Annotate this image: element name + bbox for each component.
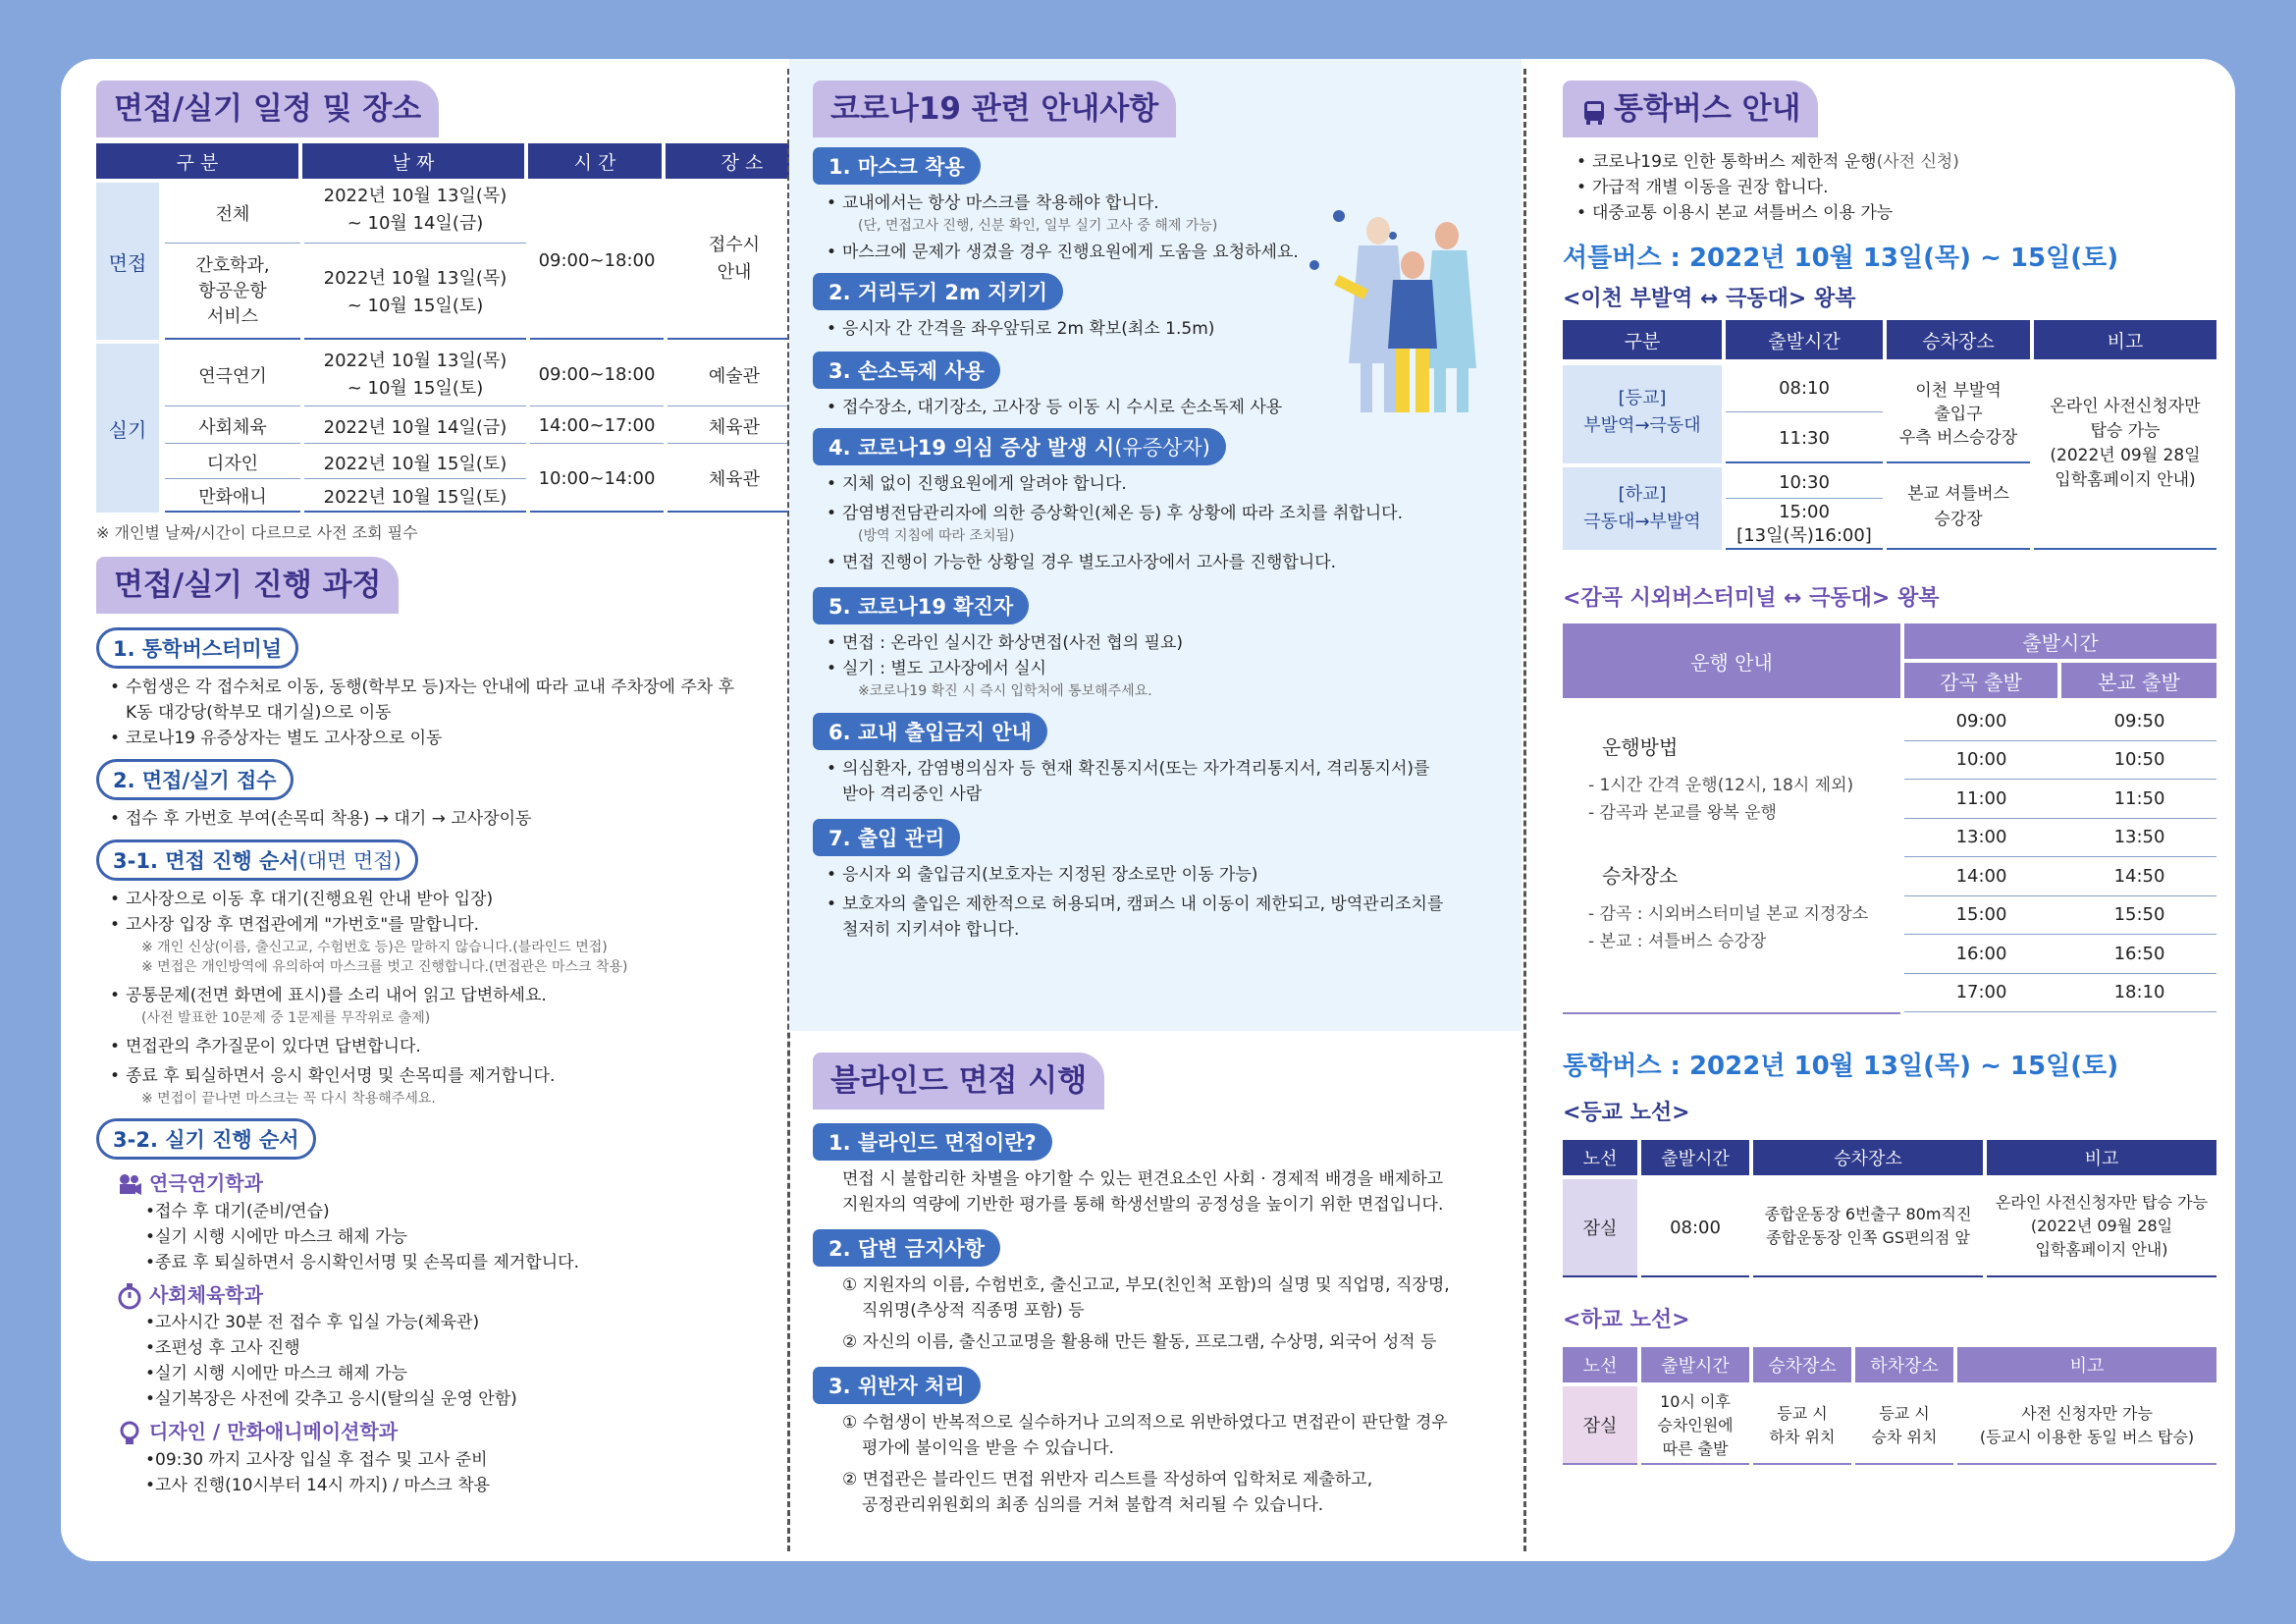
info-place: 승차장소 — [1602, 864, 1679, 888]
row-theatre-time: 09:00~18:00 — [530, 344, 664, 406]
time-row — [1904, 741, 2216, 781]
route-alight: 등교 시 승차 위치 — [1855, 1386, 1953, 1465]
gamgok-departure: 14:00 — [1904, 857, 2062, 895]
column-schedule — [96, 81, 819, 1561]
note: ※코로나19 확진 시 즉시 입학처에 통보해주세요. — [858, 683, 1152, 699]
bullet: • 코로나19 유증상자는 별도 고사장으로 이동 — [96, 726, 819, 751]
info-text: - 1시간 간격 운행(12시, 18시 제외) — [1588, 776, 1854, 795]
gamgok-times — [1904, 702, 2216, 1012]
th-date: 날 짜 — [300, 143, 526, 179]
dept-sports: 사회체육학과 — [149, 1282, 263, 1307]
time-row — [1904, 974, 2216, 1013]
shuttle-heading: 셔틀버스 : 2022년 10월 13일(목) ~ 15일(토) — [1563, 244, 2119, 273]
row-nursing: 간호학과, 항공운항 서비스 — [165, 245, 300, 340]
column-blind — [789, 1031, 1522, 1561]
covid-confirmed: 5. 코로나19 확진자 — [813, 587, 1029, 624]
bullet: • 실기 : 별도 고사장에서 실시 — [813, 656, 1522, 681]
th-place: 장 소 — [664, 143, 819, 179]
th-place: 승차장소 — [1887, 320, 2030, 359]
gamgok-departure: 10:00 — [1904, 741, 2062, 780]
time-row — [1904, 935, 2216, 974]
back-time-1: 10:30 — [1726, 467, 1883, 499]
gamgok-table — [1563, 623, 2211, 1016]
group-practical: 실기 — [96, 344, 159, 513]
row-all: 전체 — [165, 183, 300, 244]
campus-departure: 15:50 — [2113, 904, 2165, 926]
gamgok-departure: 16:00 — [1904, 935, 2062, 973]
bullet: • 면접관의 추가질문이 있다면 답변합니다. — [96, 1034, 819, 1059]
brochure-card — [61, 59, 2235, 1561]
column-bus — [1563, 81, 2211, 1561]
campus-departure: 18:10 — [2113, 982, 2165, 1003]
back-place: 본교 셔틀버스 승강장 — [1887, 467, 2030, 550]
blind-forbidden: 2. 답변 금지사항 — [813, 1229, 1000, 1267]
bullet-cont: 받아 격리중인 사람 — [842, 785, 983, 804]
th-campus: 본교 출발 — [2061, 663, 2216, 698]
bullet: •실기 시행 시에만 마스크 해제 가능 — [145, 1226, 407, 1247]
schedule-table — [96, 143, 819, 179]
bullet: • 공통문제(전면 화면에 표시)를 소리 내어 읽고 답변하세요. — [96, 983, 819, 1008]
go-route-table — [1563, 1140, 2211, 1277]
row-sports: 사회체육 — [165, 408, 300, 444]
route-gamgok: <감곡 시외버스터미널 ↔ 극동대> 왕복 — [1563, 586, 1940, 611]
campus-departure: 10:50 — [2113, 749, 2165, 771]
row-sports-date: 2022년 10월 14일(금) — [304, 408, 526, 444]
bullet: • 고사장 입장 후 면접관에게 "가번호"를 말합니다. — [96, 912, 819, 938]
row-design: 디자인 — [165, 446, 300, 479]
bullet: • 교내에서는 항상 마스크를 착용해야 합니다. — [813, 190, 1522, 216]
schoolbus-heading: 통학버스 : 2022년 10월 13일(목) ~ 15일(토) — [1563, 1052, 2119, 1081]
route-back: <하교 노선> — [1563, 1308, 1690, 1332]
bullet: •09:30 까지 고사장 입실 후 접수 및 고사 준비 — [145, 1449, 488, 1470]
info-text: - 감곡 : 시외버스터미널 본교 지정장소 — [1588, 904, 1869, 924]
th-gamgok: 감곡 출발 — [1904, 663, 2057, 698]
th-remark: 비고 — [2034, 320, 2216, 359]
bullet: • 종료 후 퇴실하면서 응시 확인서명 및 손목띠를 제거합니다. — [96, 1063, 819, 1089]
text: 면접 시 불합리한 차별을 야기할 수 있는 편견요소인 사회 · 경제적 배경을 배제하고 — [842, 1169, 1444, 1189]
bullet: • 응시자 외 출입금지(보호자는 지정된 장소로만 이동 가능) — [813, 862, 1522, 888]
info-text: - 감곡과 본교를 왕복 운행 — [1588, 803, 1777, 823]
covid-symptoms: 4. 코로나19 의심 증상 발생 시(유증상자) — [813, 428, 1226, 465]
route-time: 10시 이후 승차인원에 따른 출발 — [1641, 1386, 1749, 1465]
row-all-date: 2022년 10월 13일(목) ~ 10월 14일(금) — [304, 183, 526, 244]
row-sports-place: 체육관 — [667, 408, 801, 444]
th-time: 시 간 — [526, 143, 664, 179]
row-theatre: 연극연기 — [165, 344, 300, 406]
bus-icon — [1580, 97, 1608, 125]
blind-violation: 3. 위반자 처리 — [813, 1367, 981, 1404]
note: ※ 면접이 끝나면 마스크는 꼭 다시 착용해주세요. — [141, 1091, 436, 1107]
time-row — [1904, 780, 2216, 819]
th-time: 출발시간 — [1641, 1347, 1749, 1382]
shuttle-table — [1563, 320, 2211, 550]
campus-departure: 14:50 — [2113, 865, 2165, 887]
process-title: 면접/실기 진행 과정 — [96, 557, 399, 614]
stopwatch-icon — [116, 1282, 143, 1310]
bullet: •고사시간 30분 전 접수 후 입실 가능(체육관) — [145, 1313, 480, 1332]
bullet: • 의심환자, 감염병의심자 등 현재 확진통지서(또는 자가격리통지서, 격리통지서)를 — [813, 756, 1522, 782]
bullet: • 수험생은 각 접수처로 이동, 동행(학부모 등)자는 안내에 따라 교내 주차장에 주차 후 — [96, 675, 819, 700]
text: 지원자의 역량에 기반한 평가를 통해 학생선발의 공정성을 높이기 위한 면접입니다. — [842, 1195, 1444, 1215]
dept-theatre: 연극연기학과 — [149, 1171, 263, 1195]
time-row — [1904, 702, 2216, 741]
go-time-1: 08:10 — [1726, 365, 1883, 412]
covid-distance: 2. 거리두기 2m 지키기 — [813, 273, 1063, 310]
route-remark: 온라인 사전신청자만 탑승 가능 (2022년 09월 28일 입학홈페이지 안내) — [1987, 1179, 2216, 1277]
row-theatre-place: 예술관 — [667, 344, 801, 406]
row-design-time: 10:00~14:00 — [530, 446, 664, 513]
bullet: • 고사장으로 이동 후 대기(진행요원 안내 받아 입장) — [96, 887, 819, 912]
gamgok-departure: 17:00 — [1904, 974, 2062, 1012]
bullet: •접수 후 대기(준비/연습) — [145, 1201, 330, 1221]
note: ※ 면접은 개인방역에 유의하여 마스크를 벗고 진행합니다.(면접관은 마스크 착용) — [141, 959, 628, 975]
note: (단, 면접고사 진행, 신분 확인, 일부 실기 고사 중 해제 가능) — [858, 218, 1218, 234]
gamgok-departure: 09:00 — [1904, 702, 2062, 740]
route-remark: 사전 신청자만 가능 (등교시 이용한 동일 버스 탑승) — [1957, 1386, 2216, 1465]
gamgok-departure: 11:00 — [1904, 780, 2062, 818]
blind-title: 블라인드 면접 시행 — [813, 1053, 1104, 1110]
time-row — [1904, 819, 2216, 858]
route-name: 잠실 — [1563, 1179, 1637, 1277]
row-sports-time: 14:00~17:00 — [530, 408, 664, 444]
bullet: • 코로나19로 인한 통학버스 제한적 운행(사전 신청) — [1563, 149, 2211, 175]
campus-departure: 13:50 — [2113, 827, 2165, 848]
info-text: - 본교 : 셔틀버스 승강장 — [1588, 932, 1767, 951]
covid-mask: 1. 마스크 착용 — [813, 147, 981, 185]
back-time-2: 15:00 [13일(목)16:00] — [1726, 501, 1883, 550]
row-nursing-date: 2022년 10월 13일(목) ~ 10월 15일(토) — [304, 245, 526, 340]
row-design-date: 2022년 10월 15일(토) — [304, 446, 526, 479]
th-route: 노선 — [1563, 1140, 1637, 1175]
bullet: • 응시자 간 간격을 좌우앞뒤로 2m 확보(최소 1.5m) — [813, 316, 1522, 342]
note: (방역 지침에 따라 조치됨) — [858, 528, 1015, 544]
covid-access-control: 7. 출입 관리 — [813, 819, 960, 856]
film-camera-icon — [116, 1171, 143, 1199]
gamgok-info — [1563, 702, 1900, 1014]
bus-title: 통학버스 안내 — [1563, 81, 1818, 137]
th-departure: 출발시간 — [1904, 623, 2216, 659]
route-name: 잠실 — [1563, 1386, 1637, 1465]
shuttle-remark: 온라인 사전신청자만 탑승 가능 (2022년 09월 28일 입학홈페이지 안내) — [2034, 365, 2216, 550]
text: 직위명(추상적 직종명 포함) 등 — [862, 1301, 1085, 1321]
gamgok-departure: 15:00 — [1904, 896, 2062, 935]
route-time: 08:00 — [1641, 1179, 1749, 1277]
bullet: •고사 진행(10시부터 14시 까지) / 마스크 착용 — [145, 1475, 491, 1495]
row-animation: 만화애니 — [165, 481, 300, 513]
route-go: <등교 노선> — [1563, 1101, 1690, 1125]
divider — [1523, 69, 1526, 1551]
route-bubal: <이천 부발역 ↔ 극동대> 왕복 — [1563, 287, 1856, 311]
row-design-place: 체육관 — [667, 446, 801, 513]
text: ② 자신의 이름, 출신고교명을 활용해 만든 활동, 프로그램, 수상명, 외국어 성적 등 — [842, 1332, 1437, 1352]
bullet: • 마스크에 문제가 생겼을 경우 진행요원에게 도움을 요청하세요. — [813, 240, 1522, 265]
route-place: 종합운동장 6번출구 80m직진 종합운동장 인쪽 GS편의점 앞 — [1753, 1179, 1983, 1277]
bullet: •조편성 후 고사 진행 — [145, 1338, 300, 1358]
text: 공정관리위원회의 최종 심의를 거쳐 불합격 처리될 수 있습니다. — [862, 1495, 1324, 1515]
bullet: • 접수장소, 대기장소, 고사장 등 이동 시 수시로 손소독제 사용 — [813, 395, 1522, 420]
bullet: • 대중교통 이용시 본교 셔틀버스 이용 가능 — [1563, 200, 2211, 226]
go-time-2: 11:30 — [1726, 414, 1883, 463]
th-route: 노선 — [1563, 1347, 1637, 1382]
route-board: 등교 시 하차 위치 — [1753, 1386, 1851, 1465]
note: (사전 발표한 10문제 중 1문제를 무작위로 출제) — [141, 1010, 431, 1026]
bullet: • 접수 후 가번호 부여(손목띠 착용) → 대기 → 고사장이동 — [96, 806, 819, 832]
back-route-table — [1563, 1347, 2211, 1465]
text: ① 지원자의 이름, 수험번호, 출신고교, 부모(친인척 포함)의 실명 및 직업명, 직장명, — [842, 1275, 1450, 1295]
time-row — [1904, 857, 2216, 896]
interview-place: 접수시 안내 — [667, 183, 801, 340]
bullet: • 가급적 개별 이동을 권장 합니다. — [1563, 175, 2211, 200]
covid-sanitizer: 3. 손소독제 사용 — [813, 352, 1000, 389]
step-practical-order: 3-2. 실기 진행 순서 — [96, 1118, 316, 1160]
bullet-cont: 철저히 지키셔야 합니다. — [842, 920, 1020, 940]
bullet: •실기복장은 사전에 갖추고 응시(탈의실 운영 안함) — [145, 1389, 517, 1409]
text: ② 면접관은 블라인드 면접 위반자 리스트를 작성하여 입학처로 제출하고, — [842, 1470, 1373, 1489]
lightbulb-icon — [116, 1420, 143, 1447]
covid-title: 코로나19 관련 안내사항 — [813, 81, 1176, 137]
th-remark: 비고 — [1957, 1347, 2216, 1382]
th-board: 승차장소 — [1753, 1347, 1851, 1382]
step-reception: 2. 면접/실기 접수 — [96, 759, 294, 800]
bullet: • 보호자의 출입은 제한적으로 허용되며, 캠퍼스 내 이동이 제한되고, 방역관리조치를 — [813, 892, 1522, 917]
bullet: • 면접 진행이 가능한 상황일 경우 별도고사장에서 고사를 진행합니다. — [813, 550, 1522, 575]
go-school: [등교] 부발역→극동대 — [1563, 365, 1722, 463]
covid-access-ban: 6. 교내 출입금지 안내 — [813, 713, 1047, 750]
interview-time: 09:00~18:00 — [530, 183, 664, 340]
campus-departure: 09:50 — [2113, 710, 2165, 731]
text: ① 수험생이 반복적으로 실수하거나 고의적으로 위반하였다고 면접관이 판단할 경우 — [842, 1413, 1448, 1433]
bullet: • 면접 : 온라인 실시간 화상면접(사전 협의 필요) — [813, 630, 1522, 656]
bullet: •종료 후 퇴실하면서 응시확인서명 및 손목띠를 제거합니다. — [145, 1252, 579, 1272]
bullet: • 지체 없이 진행요원에게 알려야 합니다. — [813, 471, 1522, 497]
th-category: 구분 — [1563, 320, 1722, 359]
leave-school: [하교] 극동대→부발역 — [1563, 467, 1722, 550]
schedule-body — [96, 179, 819, 513]
time-row — [1904, 896, 2216, 936]
campus-departure: 16:50 — [2113, 943, 2165, 964]
row-theatre-date: 2022년 10월 13일(목) ~ 10월 15일(토) — [304, 344, 526, 406]
th-alight: 하차장소 — [1855, 1347, 1953, 1382]
gamgok-departure: 13:00 — [1904, 819, 2062, 857]
column-covid — [789, 59, 1522, 1031]
bullet: •실기 시행 시에만 마스크 해제 가능 — [145, 1364, 407, 1383]
th-remark: 비고 — [1987, 1140, 2216, 1175]
schedule-title: 면접/실기 일정 및 장소 — [96, 81, 439, 137]
row-animation-date: 2022년 10월 15일(토) — [304, 481, 526, 513]
step-interview-order: 3-1. 면접 진행 순서(대면 면접) — [96, 839, 418, 881]
th-time: 출발시간 — [1726, 320, 1883, 359]
step-bus-terminal: 1. 통학버스터미널 — [96, 627, 298, 669]
schedule-footnote: ※ 개인별 날짜/시간이 다르므로 사전 조회 필수 — [96, 523, 418, 542]
info-method: 운행방법 — [1602, 735, 1679, 759]
dept-design: 디자인 / 만화애니메이션학과 — [149, 1420, 399, 1443]
note: ※ 개인 신상(이름, 출신고교, 수험번호 등)은 말하지 않습니다.(블라인드 면접) — [141, 940, 608, 955]
th-guide: 운행 안내 — [1563, 623, 1900, 698]
bullet-cont: K동 대강당(학부모 대기실)으로 이동 — [126, 703, 392, 723]
go-place: 이천 부발역 출입구 우측 버스승강장 — [1887, 365, 2030, 463]
group-interview: 면접 — [96, 183, 159, 340]
blind-what: 1. 블라인드 면접이란? — [813, 1123, 1052, 1161]
bullet: • 감염병전담관리자에 의한 증상확인(체온 등) 후 상황에 따라 조치를 취합니다. — [813, 501, 1522, 526]
campus-departure: 11:50 — [2113, 787, 2165, 809]
th-category: 구 분 — [96, 143, 300, 179]
text: 평가에 불이익을 받을 수 있습니다. — [862, 1438, 1114, 1458]
th-place: 승차장소 — [1753, 1140, 1983, 1175]
th-time: 출발시간 — [1641, 1140, 1749, 1175]
